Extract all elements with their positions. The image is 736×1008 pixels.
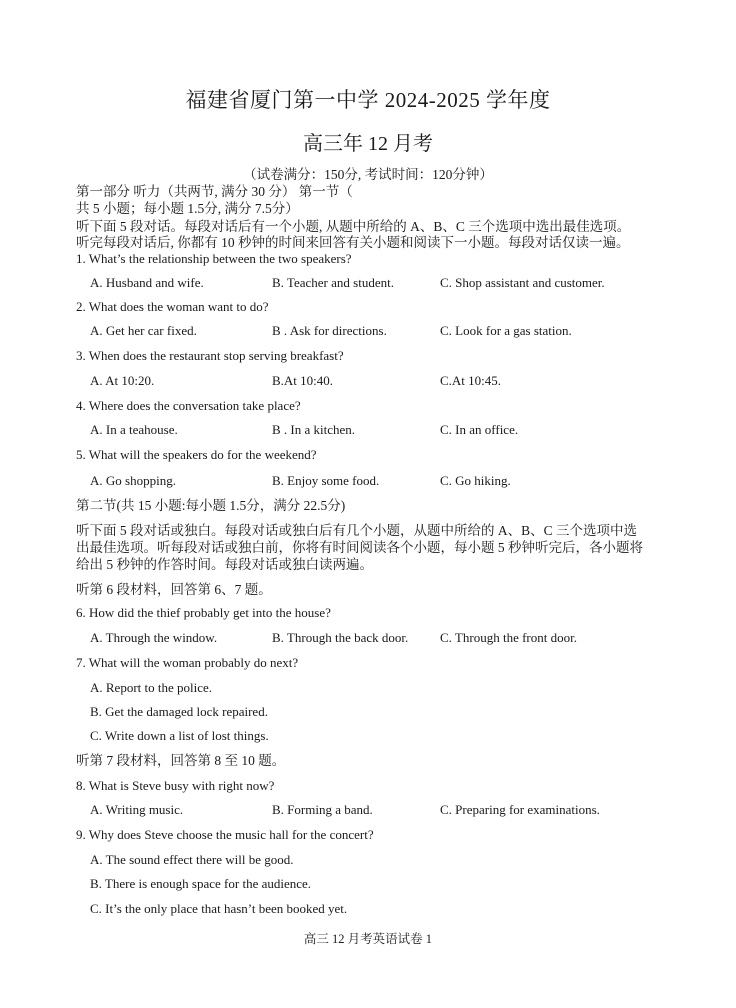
question-3: 3. When does the restaurant stop serving breakfast? (76, 348, 344, 363)
exam-title: 高三年 12 月考 (303, 133, 433, 155)
question-7: 7. What will the woman probably do next? (76, 655, 299, 670)
q6-option-a: A. Through the window. (90, 630, 218, 645)
q4-option-b: B . In a kitchen. (272, 422, 356, 437)
q1-option-b: B. Teacher and student. (272, 275, 394, 290)
exam-info: （试卷满分：150分, 考试时间：120分钟） (243, 167, 493, 182)
q1-option-c: C. Shop assistant and customer. (440, 275, 605, 290)
material-7-heading: 听第 7 段材料，回答第 8 至 10 题。 (76, 753, 286, 768)
q1-option-a: A. Husband and wife. (90, 275, 204, 290)
q7-option-a: A. Report to the police. (90, 680, 213, 695)
q2-option-a: A. Get her car fixed. (90, 323, 197, 338)
q9-option-c: C. It’s the only place that hasn’t been booked yet. (90, 901, 348, 916)
q8-option-a: A. Writing music. (90, 802, 184, 817)
q2-option-c: C. Look for a gas station. (440, 323, 572, 338)
part1-instruction-line1: 听下面 5 段对话。每段对话后有一个小题, 从题中所给的 A、B、C 三个选项中选出最佳选项。 (76, 219, 631, 234)
q5-option-c: C. Go hiking. (440, 473, 511, 488)
q6-option-b: B. Through the back door. (272, 630, 409, 645)
q3-option-b: B.At 10:40. (272, 373, 334, 388)
page-footer: 高三 12 月考英语试卷 1 (303, 932, 433, 946)
q5-option-b: B. Enjoy some food. (272, 473, 380, 488)
part2-heading: 第二节(共 15 小题:每小题 1.5分，满分 22.5分) (76, 498, 346, 513)
q7-option-b: B. Get the damaged lock repaired. (90, 704, 268, 719)
q8-option-b: B. Forming a band. (272, 802, 373, 817)
question-9: 9. Why does Steve choose the music hall for the concert? (76, 827, 374, 842)
question-5: 5. What will the speakers do for the weekend? (76, 447, 317, 462)
q3-option-c: C.At 10:45. (440, 373, 502, 388)
part2-instruction-line1: 听下面 5 段对话或独白。每段对话或独白后有几个小题，从题中所给的 A、B、C 三个选项中选 (76, 523, 638, 538)
q5-option-a: A. Go shopping. (90, 473, 176, 488)
q8-option-c: C. Preparing for examinations. (440, 802, 600, 817)
part2-instruction-line2: 出最佳选项。听每段对话或独白前，你将有时间阅读各个小题，每小题 5 秒钟听完后，各小题将 (76, 540, 643, 555)
q9-option-a: A. The sound effect there will be good. (90, 852, 294, 867)
question-2: 2. What does the woman want to do? (76, 299, 269, 314)
question-1: 1. What’s the relationship between the two speakers? (76, 251, 352, 266)
part1-instruction-line2: 听完每段对话后, 你都有 10 秒钟的时间来回答有关小题和阅读下一小题。每段对话仅读一遍。 (76, 235, 630, 250)
part1-heading-line1: 第一部分 听力（共两节, 满分 30 分） 第一节（ (76, 184, 353, 199)
material-6-heading: 听第 6 段材料，回答第 6、7 题。 (76, 582, 272, 597)
part2-instruction-line3: 给出 5 秒钟的作答时间。每段对话或独白读两遍。 (76, 557, 373, 572)
question-6: 6. How did the thief probably get into the house? (76, 605, 331, 620)
question-8: 8. What is Steve busy with right now? (76, 778, 275, 793)
q3-option-a: A. At 10:20. (90, 373, 155, 388)
q6-option-c: C. Through the front door. (440, 630, 577, 645)
q9-option-b: B. There is enough space for the audience. (90, 876, 312, 891)
q7-option-c: C. Write down a list of lost things. (90, 728, 269, 743)
q4-option-c: C. In an office. (440, 422, 519, 437)
school-title: 福建省厦门第一中学 2024-2025 学年度 (185, 88, 551, 112)
question-4: 4. Where does the conversation take place? (76, 398, 301, 413)
q4-option-a: A. In a teahouse. (90, 422, 178, 437)
q2-option-b: B . Ask for directions. (272, 323, 387, 338)
part1-heading-line2: 共 5 小题；每小题 1.5分, 满分 7.5分） (76, 201, 299, 216)
